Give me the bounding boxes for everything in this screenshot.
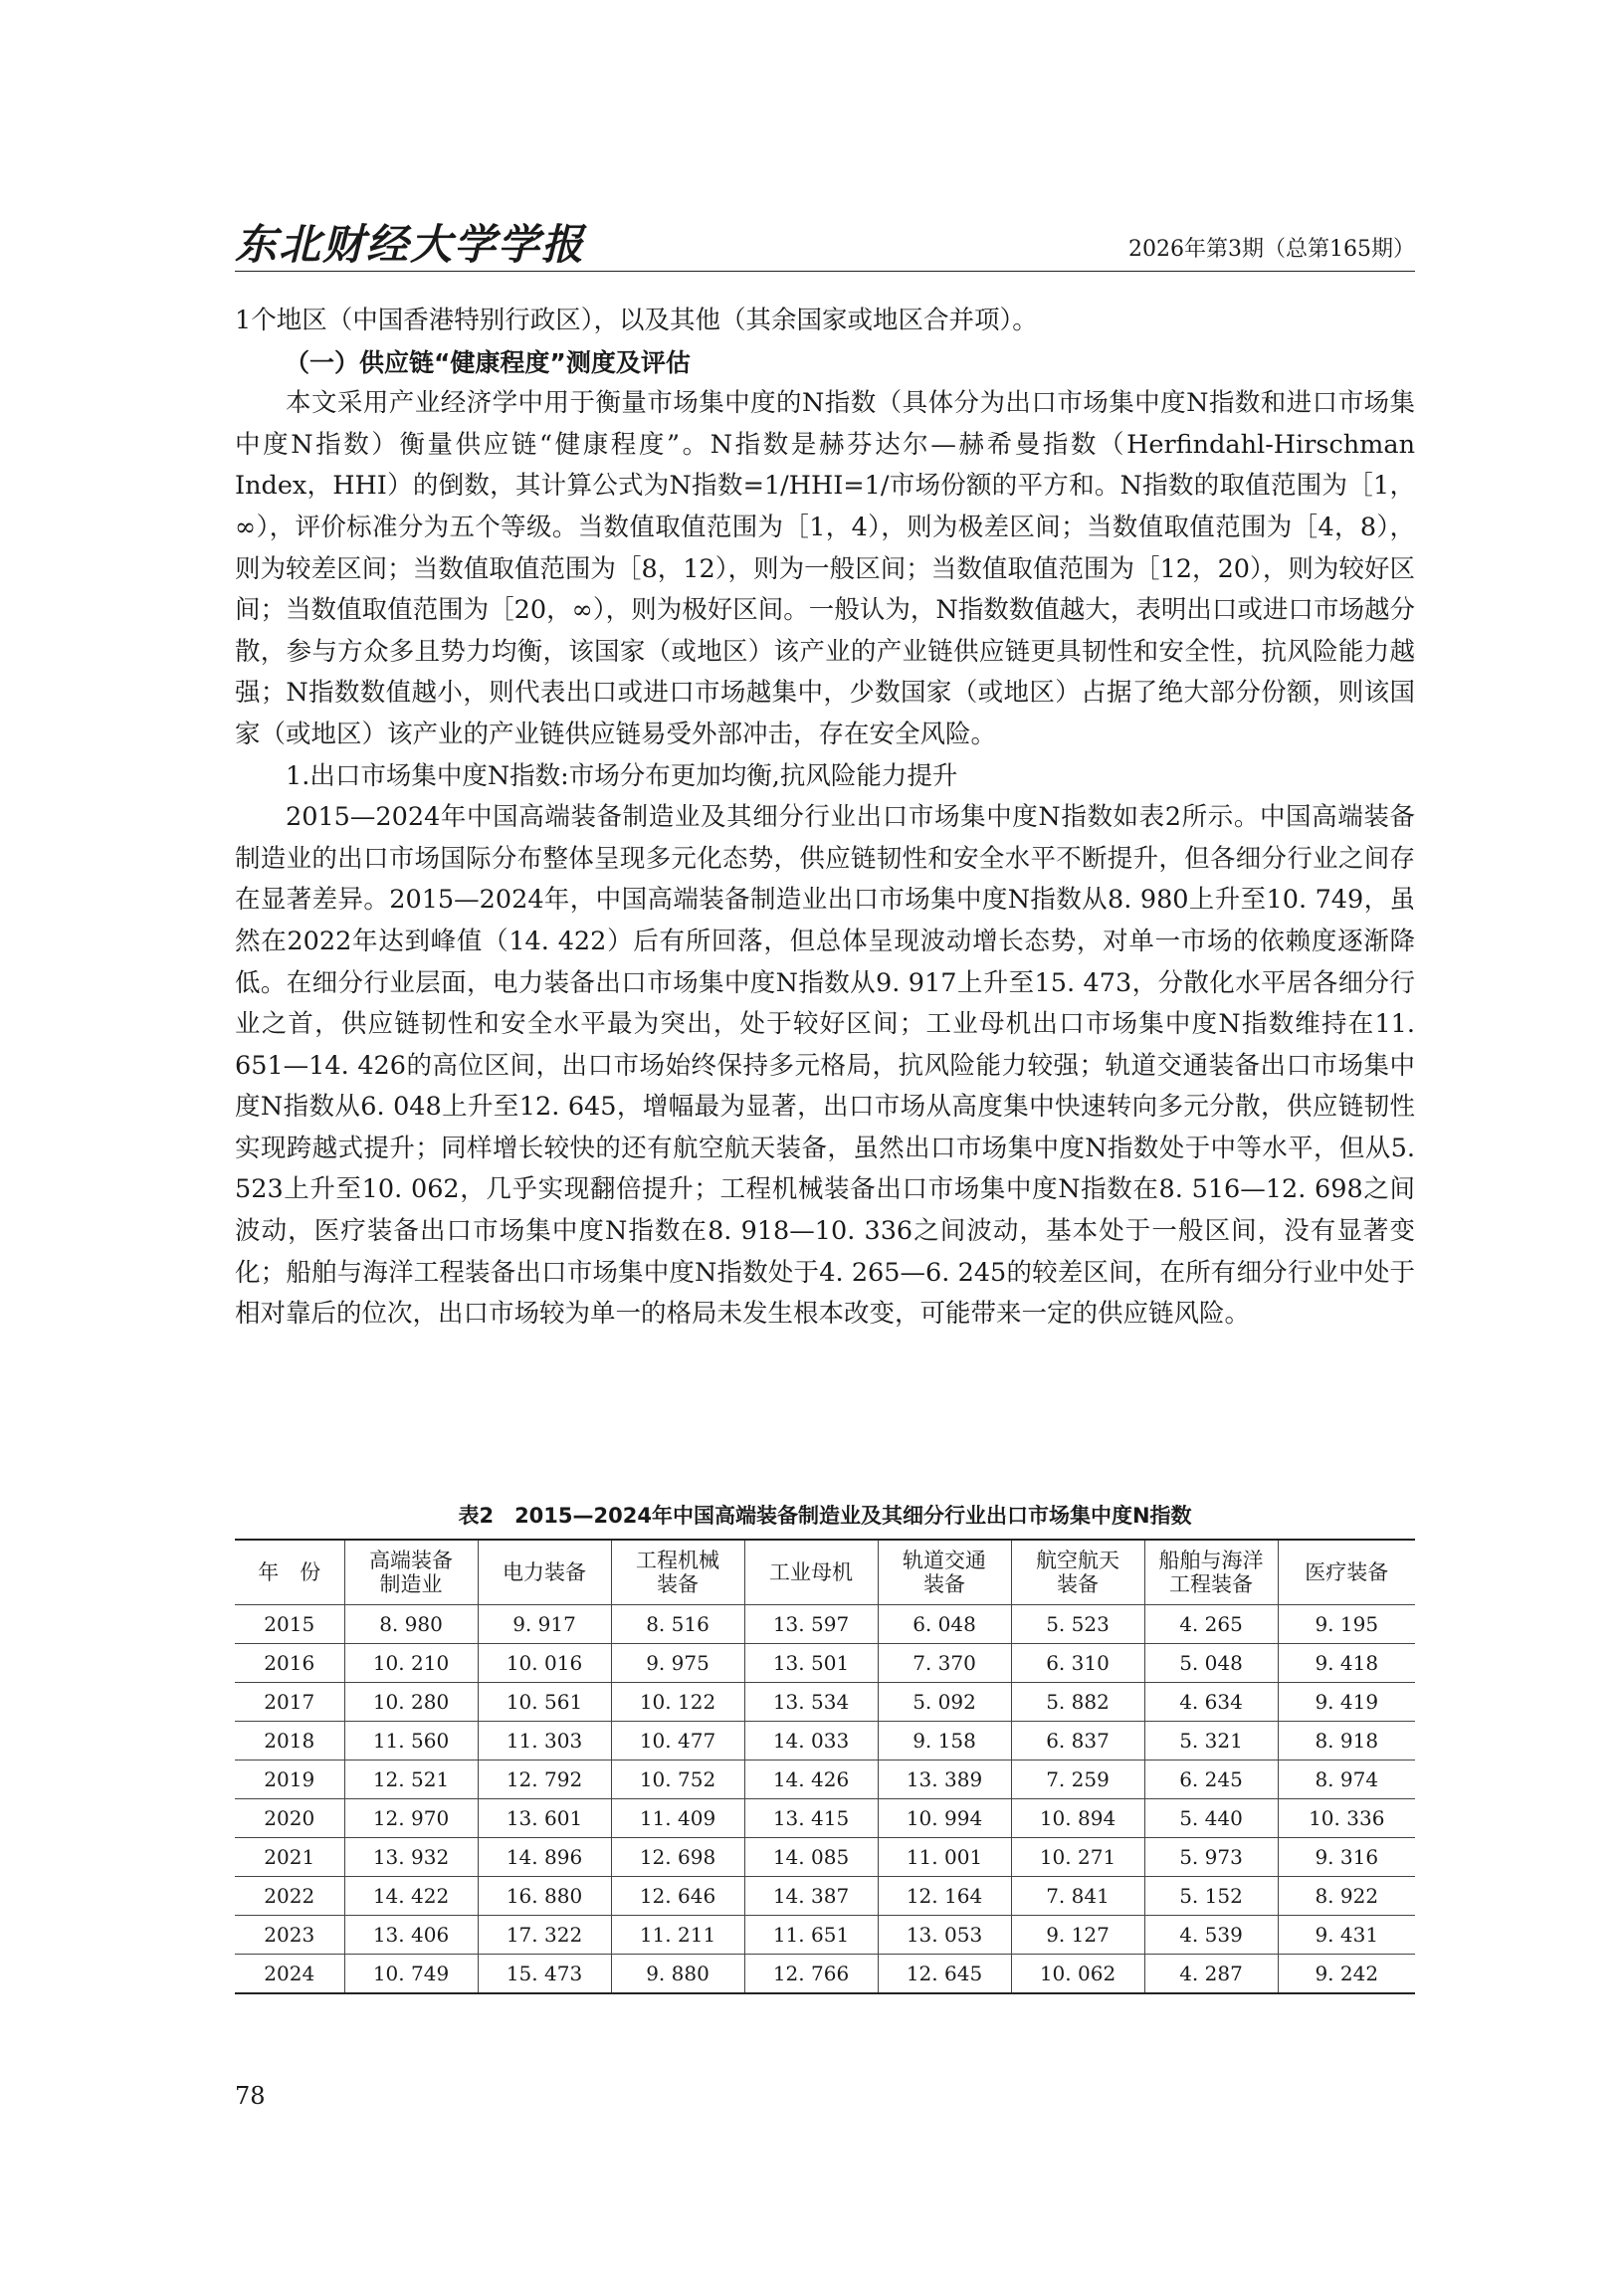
value-cell: 11. 001 bbox=[878, 1838, 1011, 1877]
header-power-equipment: 电力装备 bbox=[478, 1540, 611, 1605]
value-cell: 5. 973 bbox=[1144, 1838, 1278, 1877]
value-cell: 13. 415 bbox=[744, 1799, 878, 1838]
value-cell: 4. 287 bbox=[1144, 1955, 1278, 1994]
value-cell: 12. 766 bbox=[744, 1955, 878, 1994]
value-cell: 10. 336 bbox=[1278, 1799, 1415, 1838]
value-cell: 8. 974 bbox=[1278, 1761, 1415, 1799]
header-machine-tools: 工业母机 bbox=[744, 1540, 878, 1605]
value-cell: 16. 880 bbox=[478, 1877, 611, 1916]
value-cell: 6. 048 bbox=[878, 1605, 1011, 1644]
year-cell: 2017 bbox=[235, 1683, 344, 1722]
table-row bbox=[235, 1838, 1415, 1877]
value-cell: 10. 477 bbox=[611, 1722, 744, 1761]
value-cell: 10. 561 bbox=[478, 1683, 611, 1722]
value-cell: 12. 646 bbox=[611, 1877, 744, 1916]
value-cell: 8. 922 bbox=[1278, 1877, 1415, 1916]
value-cell: 17. 322 bbox=[478, 1916, 611, 1955]
header-high-end-equipment: 高端装备 制造业 bbox=[344, 1540, 478, 1605]
section-heading: （一）供应链“健康程度”测度及评估 bbox=[285, 347, 691, 377]
paragraph-export-analysis: 2015—2024年中国高端装备制造业及其细分行业出口市场集中度N指数如表2所示。中国高端装备制造业的出口市场国际分布整体呈现多元化态势，供应链韧性和安全水平不断提升，但各细分行业之间存在显著差异。2015—2024年，中国高端装备制造业出口市场集中度N指数从8. 980上升至10. 749，虽然在2022年达到峰值（14. 422）后有所回落，但总体呈现波动增长态势，对单一市场的依赖度逐渐降低。在细分行业层面，电力装备出口市场集中度N指数从9. 917上升至15. 473，分散化水平居各细分行业之首，供应链韧性和安全水平最为突出，处于较好区间；工业母机出口市场集中度N指数维持在11. 651—14. 426的高位区间，出口市场始终保持多元格局，抗风险能力较强；轨道交通装备出口市场集中度N指数从6. 048上升至12. 645，增幅最为显著，出口市场从高度集中快速转向多元分散，供应链韧性实现跨越式提升；同样增长较快的还有航空航天装备，虽然出口市场集中度N指数处于中等水平，但从5. 523上升至10. 062，几乎实现翻倍提升；工程机械装备出口市场集中度N指数在8. 516—12. 698之间波动，医疗装备出口市场集中度N指数在8. 918—10. 336之间波动，基本处于一般区间，没有显著变化；船舶与海洋工程装备出口市场集中度N指数处于4. 265—6. 245的较差区间，在所有细分行业中处于相对靠后的位次，出口市场较为单一的格局未发生根本改变，可能带来一定的供应链风险。 bbox=[235, 802, 1415, 1330]
table-row bbox=[235, 1722, 1415, 1761]
year-cell: 2020 bbox=[235, 1799, 344, 1838]
value-cell: 9. 431 bbox=[1278, 1916, 1415, 1955]
value-cell: 14. 387 bbox=[744, 1877, 878, 1916]
table-row bbox=[235, 1644, 1415, 1683]
value-cell: 9. 880 bbox=[611, 1955, 744, 1994]
value-cell: 12. 521 bbox=[344, 1761, 478, 1799]
table-row bbox=[235, 1877, 1415, 1916]
value-cell: 5. 092 bbox=[878, 1683, 1011, 1722]
value-cell: 12. 970 bbox=[344, 1799, 478, 1838]
header-medical-equipment: 医疗装备 bbox=[1278, 1540, 1415, 1605]
value-cell: 5. 523 bbox=[1011, 1605, 1144, 1644]
year-cell: 2018 bbox=[235, 1722, 344, 1761]
value-cell: 4. 265 bbox=[1144, 1605, 1278, 1644]
value-cell: 12. 164 bbox=[878, 1877, 1011, 1916]
value-cell: 13. 932 bbox=[344, 1838, 478, 1877]
value-cell: 10. 994 bbox=[878, 1799, 1011, 1838]
value-cell: 14. 085 bbox=[744, 1838, 878, 1877]
table-caption: 表2 2015—2024年中国高端装备制造业及其细分行业出口市场集中度N指数 bbox=[458, 1504, 1192, 1528]
value-cell: 5. 048 bbox=[1144, 1644, 1278, 1683]
value-cell: 13. 534 bbox=[744, 1683, 878, 1722]
value-cell: 6. 310 bbox=[1011, 1644, 1144, 1683]
value-cell: 10. 749 bbox=[344, 1955, 478, 1994]
value-cell: 8. 918 bbox=[1278, 1722, 1415, 1761]
year-cell: 2015 bbox=[235, 1605, 344, 1644]
page-number: 78 bbox=[235, 2082, 266, 2110]
value-cell: 12. 645 bbox=[878, 1955, 1011, 1994]
value-cell: 10. 016 bbox=[478, 1644, 611, 1683]
paragraph-n-index-definition: 本文采用产业经济学中用于衡量市场集中度的N指数（具体分为出口市场集中度N指数和进口市场集中度N指数）衡量供应链“健康程度”。N指数是赫芬达尔—赫希曼指数（Herfindahl-Hirschman Index，HHI）的倒数，其计算公式为N指数=1/HHI=1/市场份额的平方和。N指数的取值范围为［1，∞），评价标准分为五个等级。当数值取值范围为［1，4），则为极差区间；当数值取值范围为［4，8），则为较差区间；当数值取值范围为［8，12），则为一般区间；当数值取值范围为［12，20），则为较好区间；当数值取值范围为［20，∞），则为极好区间。一般认为，N指数数值越大，表明出口或进口市场越分散，参与方众多且势力均衡，该国家（或地区）该产业的产业链供应链更具韧性和安全性，抗风险能力越强；N指数数值越小，则代表出口或进口市场越集中，少数国家（或地区）占据了绝大部分份额，则该国家（或地区）该产业的产业链供应链易受外部冲击，存在安全风险。 bbox=[235, 388, 1415, 749]
table-row bbox=[235, 1799, 1415, 1838]
value-cell: 7. 841 bbox=[1011, 1877, 1144, 1916]
value-cell: 13. 501 bbox=[744, 1644, 878, 1683]
header-aerospace: 航空航天 装备 bbox=[1011, 1540, 1144, 1605]
n-index-table bbox=[235, 1539, 1415, 1994]
page bbox=[235, 0, 1415, 2279]
value-cell: 5. 321 bbox=[1144, 1722, 1278, 1761]
value-cell: 10. 752 bbox=[611, 1761, 744, 1799]
value-cell: 7. 259 bbox=[1011, 1761, 1144, 1799]
value-cell: 15. 473 bbox=[478, 1955, 611, 1994]
year-cell: 2019 bbox=[235, 1761, 344, 1799]
value-cell: 11. 651 bbox=[744, 1916, 878, 1955]
value-cell: 5. 882 bbox=[1011, 1683, 1144, 1722]
header-rail-transit: 轨道交通 装备 bbox=[878, 1540, 1011, 1605]
journal-logo: 东北财经大学学报 bbox=[235, 220, 586, 269]
value-cell: 9. 127 bbox=[1011, 1916, 1144, 1955]
value-cell: 11. 211 bbox=[611, 1916, 744, 1955]
value-cell: 8. 980 bbox=[344, 1605, 478, 1644]
table-row bbox=[235, 1761, 1415, 1799]
value-cell: 14. 422 bbox=[344, 1877, 478, 1916]
value-cell: 13. 601 bbox=[478, 1799, 611, 1838]
value-cell: 12. 792 bbox=[478, 1761, 611, 1799]
value-cell: 9. 917 bbox=[478, 1605, 611, 1644]
value-cell: 5. 152 bbox=[1144, 1877, 1278, 1916]
body-text bbox=[235, 301, 1415, 1336]
value-cell: 11. 409 bbox=[611, 1799, 744, 1838]
value-cell: 6. 837 bbox=[1011, 1722, 1144, 1761]
value-cell: 7. 370 bbox=[878, 1644, 1011, 1683]
value-cell: 14. 033 bbox=[744, 1722, 878, 1761]
value-cell: 4. 634 bbox=[1144, 1683, 1278, 1722]
value-cell: 9. 418 bbox=[1278, 1644, 1415, 1683]
header-construction-machinery: 工程机械 装备 bbox=[611, 1540, 744, 1605]
value-cell: 10. 894 bbox=[1011, 1799, 1144, 1838]
value-cell: 8. 516 bbox=[611, 1605, 744, 1644]
year-cell: 2023 bbox=[235, 1916, 344, 1955]
value-cell: 14. 426 bbox=[744, 1761, 878, 1799]
table-row bbox=[235, 1683, 1415, 1722]
value-cell: 13. 053 bbox=[878, 1916, 1011, 1955]
subsection-heading: 1.出口市场集中度N指数:市场分布更加均衡,抗风险能力提升 bbox=[286, 760, 958, 791]
value-cell: 10. 062 bbox=[1011, 1955, 1144, 1994]
value-cell: 6. 245 bbox=[1144, 1761, 1278, 1799]
value-cell: 10. 280 bbox=[344, 1683, 478, 1722]
table-row bbox=[235, 1916, 1415, 1955]
value-cell: 13. 406 bbox=[344, 1916, 478, 1955]
header-year: 年 份 bbox=[235, 1540, 344, 1605]
value-cell: 9. 316 bbox=[1278, 1838, 1415, 1877]
year-cell: 2016 bbox=[235, 1644, 344, 1683]
value-cell: 9. 419 bbox=[1278, 1683, 1415, 1722]
header-shipbuilding: 船舶与海洋 工程装备 bbox=[1144, 1540, 1278, 1605]
value-cell: 11. 560 bbox=[344, 1722, 478, 1761]
value-cell: 10. 122 bbox=[611, 1683, 744, 1722]
value-cell: 5. 440 bbox=[1144, 1799, 1278, 1838]
issue-info: 2026年第3期（总第165期） bbox=[1128, 237, 1415, 262]
value-cell: 11. 303 bbox=[478, 1722, 611, 1761]
value-cell: 9. 158 bbox=[878, 1722, 1011, 1761]
value-cell: 4. 539 bbox=[1144, 1916, 1278, 1955]
year-cell: 2024 bbox=[235, 1955, 344, 1994]
year-cell: 2022 bbox=[235, 1877, 344, 1916]
value-cell: 13. 389 bbox=[878, 1761, 1011, 1799]
table-row bbox=[235, 1605, 1415, 1644]
value-cell: 9. 195 bbox=[1278, 1605, 1415, 1644]
value-cell: 10. 210 bbox=[344, 1644, 478, 1683]
value-cell: 12. 698 bbox=[611, 1838, 744, 1877]
continued-paragraph: 1个地区（中国香港特别行政区），以及其他（其余国家或地区合并项）。 bbox=[235, 306, 1038, 335]
year-cell: 2021 bbox=[235, 1838, 344, 1877]
value-cell: 10. 271 bbox=[1011, 1838, 1144, 1877]
table-header-row bbox=[235, 1540, 1415, 1605]
value-cell: 9. 975 bbox=[611, 1644, 744, 1683]
table-row bbox=[235, 1955, 1415, 1994]
running-header bbox=[235, 221, 1415, 272]
value-cell: 14. 896 bbox=[478, 1838, 611, 1877]
value-cell: 13. 597 bbox=[744, 1605, 878, 1644]
value-cell: 9. 242 bbox=[1278, 1955, 1415, 1994]
